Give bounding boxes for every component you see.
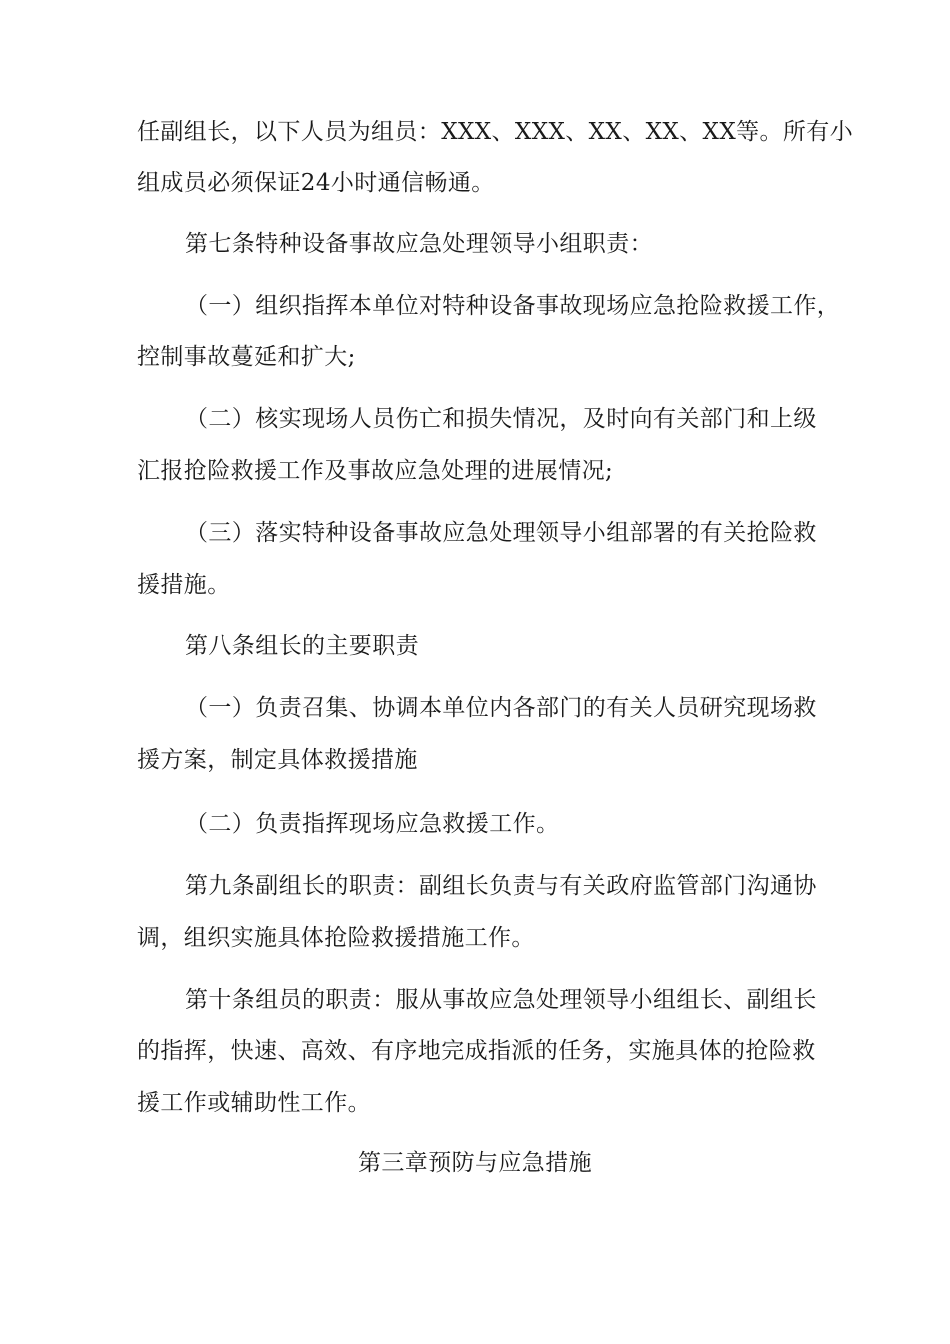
text-line: 调，组织实施具体抢险救援措施工作。 xyxy=(137,925,535,951)
chapter-heading: 第三章预防与应急措施 xyxy=(358,1150,592,1176)
article-7-heading: 第七条特种设备事故应急处理领导小组职责： xyxy=(185,231,653,257)
text-line: 援工作或辅助性工作。 xyxy=(137,1090,371,1116)
text-line: （三）落实特种设备事故应急处理领导小组部署的有关抢险救 xyxy=(185,520,817,546)
article-9-paragraph: 第九条副组长的职责：副组长负责与有关政府监管部门沟通协 xyxy=(185,873,817,899)
text-line: 组成员必须保证24小时通信畅通。 xyxy=(137,170,495,196)
article-10-paragraph: 第十条组员的职责：服从事故应急处理领导小组组长、副组长 xyxy=(185,987,817,1013)
text-line: 汇报抢险救援工作及事故应急处理的进展情况; xyxy=(137,458,614,484)
text-line: 控制事故蔓延和扩大; xyxy=(137,344,356,370)
text-line: （二）核实现场人员伤亡和损失情况，及时向有关部门和上级 xyxy=(185,406,817,432)
text-line: （二）负责指挥现场应急救援工作。 xyxy=(185,811,560,837)
text-line: 任副组长，以下人员为组员：XXX、XXX、XX、XX、XX等。所有小 xyxy=(137,119,854,145)
text-line: 援措施。 xyxy=(137,572,231,598)
article-8-heading: 第八条组长的主要职责 xyxy=(185,633,419,659)
text-line: （一）组织指挥本单位对特种设备事故现场应急抢险救援工作， xyxy=(185,293,841,319)
text-line: （一）负责召集、协调本单位内各部门的有关人员研究现场救 xyxy=(185,695,817,721)
text-line: 援方案，制定具体救援措施 xyxy=(137,747,418,773)
text-line: 的指挥，快速、高效、有序地完成指派的任务，实施具体的抢险救 xyxy=(137,1038,816,1064)
